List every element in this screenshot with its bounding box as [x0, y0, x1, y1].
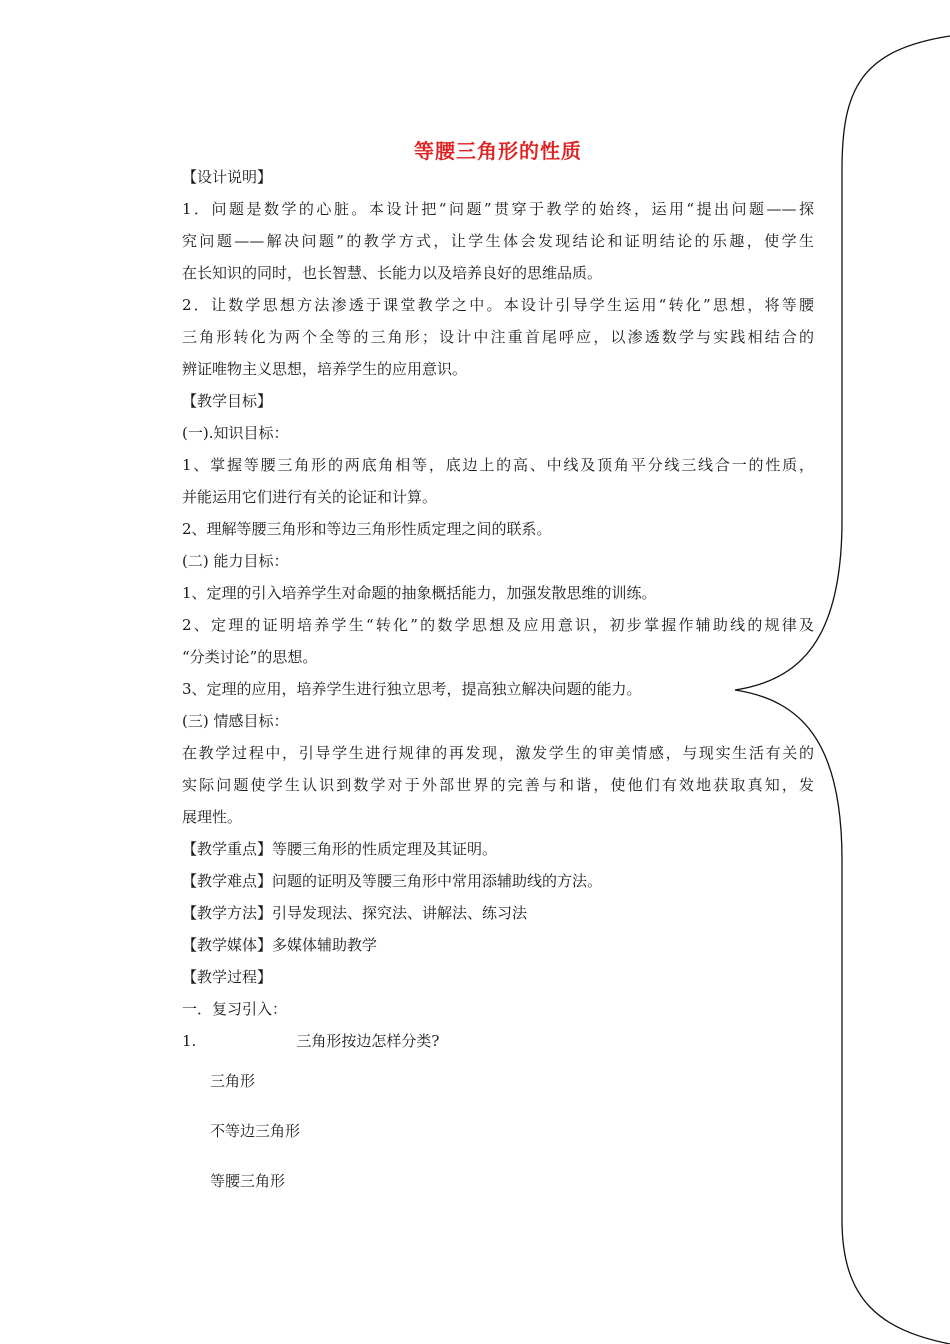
paragraph-line: 辨证唯物主义思想，培养学生的应用意识。: [182, 360, 468, 378]
paragraph-line: 2、理解等腰三角形和等边三角形性质定理之间的联系。: [182, 520, 552, 538]
paragraph-line: 究问题——解决问题”的教学方式，让学生体会发现结论和证明结论的乐趣，使学生: [182, 232, 814, 250]
paragraph-line: 在教学过程中，引导学生进行规律的再发现，激发学生的审美情感，与现实生活有关的: [182, 744, 814, 762]
review-intro: 一．复习引入：: [182, 1000, 288, 1018]
question-text: 三角形按边怎样分类?: [296, 1032, 440, 1050]
paragraph-line: 实际问题使学生认识到数学对于外部世界的完善与和谐，使他们有效地获取真知，发: [182, 776, 814, 794]
tree-branch-isosceles: 等腰三角形: [210, 1172, 286, 1190]
section-heading-objectives: 【教学目标】: [182, 392, 273, 410]
subheading-emotion: (三) 情感目标：: [182, 712, 289, 730]
paragraph-line: 三角形转化为两个全等的三角形；设计中注重首尾呼应，以渗透数学与实践相结合的: [182, 328, 814, 346]
paragraph-line: 1．问题是数学的心脏。本设计把“问题”贯穿于教学的始终，运用“提出问题——探: [182, 200, 814, 218]
subheading-ability: (二) 能力目标：: [182, 552, 289, 570]
paragraph-line: 2、定理的证明培养学生“转化”的数学思想及应用意识，初步掌握作辅助线的规律及: [182, 616, 814, 634]
paragraph-line: 并能运用它们进行有关的论证和计算。: [182, 488, 438, 506]
key-points: 【教学重点】等腰三角形的性质定理及其证明。: [182, 840, 498, 858]
section-heading-process: 【教学过程】: [182, 968, 273, 986]
question-1: [182, 1025, 814, 1057]
teaching-media: 【教学媒体】多媒体辅助教学: [182, 936, 378, 954]
tree-branch-scalene: 不等边三角形: [210, 1122, 301, 1140]
subheading-knowledge: (一).知识目标：: [182, 424, 289, 442]
paragraph-line: 1、掌握等腰三角形的两底角相等，底边上的高、中线及顶角平分线三线合一的性质，: [182, 456, 814, 474]
paragraph-line: 展理性。: [182, 808, 243, 826]
paragraph-line: 在长知识的同时，也长智慧、长能力以及培养良好的思维品质。: [182, 264, 603, 282]
section-heading-design-notes: 【设计说明】: [182, 168, 273, 186]
document-body: [182, 161, 814, 1057]
paragraph-line: 3、定理的应用，培养学生进行独立思考，提高独立解决问题的能力。: [182, 680, 642, 698]
paragraph-line: “分类讨论”的思想。: [182, 648, 318, 666]
difficult-points: 【教学难点】问题的证明及等腰三角形中常用添辅助线的方法。: [182, 872, 603, 890]
document-title: 等腰三角形的性质: [414, 139, 582, 163]
teaching-methods: 【教学方法】引导发现法、探究法、讲解法、练习法: [182, 904, 528, 922]
paragraph-line: 1、定理的引入培养学生对命题的抽象概括能力，加强发散思维的训练。: [182, 584, 657, 602]
question-number: 1.: [182, 1032, 197, 1050]
tree-root: 三角形: [210, 1072, 256, 1090]
paragraph-line: 2．让数学思想方法渗透于课堂教学之中。本设计引导学生运用“转化”思想，将等腰: [182, 296, 814, 314]
